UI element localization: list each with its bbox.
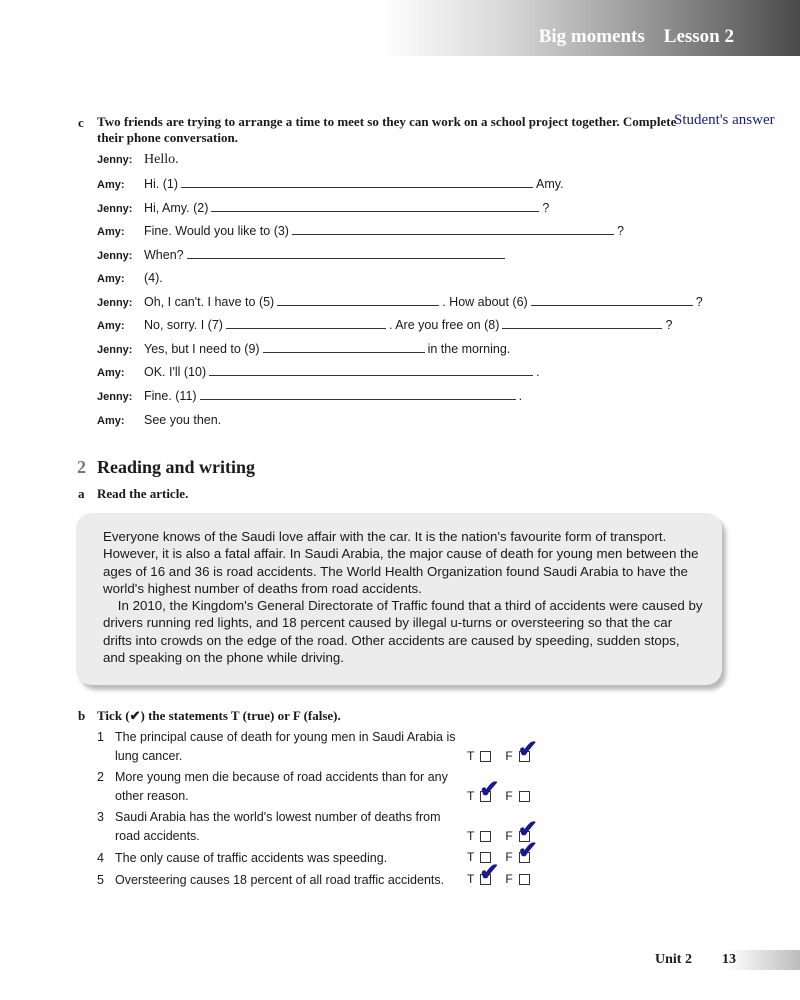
speaker-label: Jenny: [97,203,133,215]
false-label: F [505,829,513,843]
statement-number: 1 [97,730,104,744]
answer-blank[interactable] [211,202,539,212]
page-number: 13 [722,952,736,967]
true-checkbox[interactable] [480,751,491,762]
statement-number: 3 [97,810,104,824]
statement-text: Oversteering causes 18 percent of all road traffic accidents. [115,873,445,887]
lesson-title: Big moments Lesson 2 [538,26,734,47]
exercise-b-label: b [78,708,86,723]
true-label: T [467,789,475,803]
student-answer-label: Student's answer [674,112,775,128]
answer-blank[interactable] [502,319,662,329]
dialogue-line [97,248,508,262]
answer-blank[interactable] [187,249,505,259]
speaker-label: Jenny: [97,250,133,262]
dialogue-text: Hi, Amy. (2) [144,201,209,215]
answer-blank[interactable] [209,366,533,376]
answer-blank[interactable] [200,390,516,400]
article-box [76,513,722,685]
true-checkbox[interactable] [479,775,500,803]
check-mark-icon: ✔ [479,775,500,803]
false-label: F [505,850,513,864]
statement-text: The principal cause of death for young men in Saudi Arabia is lung cancer. [115,730,456,763]
true-checkbox[interactable] [479,858,500,886]
dialogue-text: Oh, I can't. I have to (5) [144,295,275,309]
check-mark-icon: ✔ [517,815,538,843]
speaker-label: Jenny: [97,391,133,403]
article-paragraph: In 2010, the Kingdom's General Directorate of Traffic found that a third of accidents were caused by drivers running red lights, and 18 percent caused by illegal u-turns or oversteering so that the car drifts into crowds on the edge of the road. Other accidents are caused by speeding, sudden stops, and speaking on the phone while driving. [103,598,703,666]
true-label: T [467,829,475,843]
dialogue-line [97,271,163,285]
exercise-c-label: c [78,115,84,130]
dialogue-text: No, sorry. I (7) [144,318,223,332]
false-checkbox[interactable] [517,836,538,864]
dialogue-text: ? [542,201,550,215]
statement-number: 5 [97,873,104,887]
article-paragraph: Everyone knows of the Saudi love affair with the car. It is the nation's favourite form of transport. However, it is also a fatal affair. In Saudi Arabia, the major cause of death for young men between the ages of 16 and 36 is road accidents. The World Health Organization found Saudi Arabia to have the world's highest number of deaths from road accidents. [103,529,699,596]
speaker-label: Jenny: [97,297,133,309]
exercise-a-instruction: Read the article. [97,486,189,501]
answer-blank[interactable] [226,319,386,329]
false-label: F [505,872,513,886]
false-checkbox[interactable] [519,791,530,802]
true-false-options [467,735,538,763]
dialogue-text: When? [144,248,184,262]
false-checkbox[interactable] [519,874,530,885]
dialogue-line [97,413,221,427]
dialogue-text: Amy. [536,177,564,191]
speaker-label: Amy: [97,320,125,332]
check-mark-icon: ✔ [517,836,538,864]
speaker-label: Amy: [97,367,125,379]
dialogue-text: Yes, but I need to (9) [144,342,260,356]
statement-number: 4 [97,851,104,865]
statement-text: More young men die because of road accidents than for any other reason. [115,770,448,803]
statement-number: 2 [97,770,104,784]
section-number: 2 [77,457,86,477]
dialogue-line [97,152,179,168]
dialogue-line [97,224,624,238]
dialogue-line [97,342,510,356]
speaker-label: Jenny: [97,154,133,166]
answer-blank[interactable] [263,343,425,353]
dialogue-text: Hello. [144,152,179,167]
false-label: F [505,749,513,763]
speaker-label: Amy: [97,415,125,427]
dialogue-text: Hi. (1) [144,177,179,191]
article-text [103,528,703,666]
section-title: Reading and writing [97,457,256,477]
dialogue-text: in the morning. [427,342,511,356]
dialogue-line [97,318,672,332]
dialogue-line [97,295,703,309]
check-mark-icon: ✔ [517,735,538,763]
page-header [380,0,800,56]
dialogue-text: ? [616,224,624,238]
dialogue-text: . Are you free on (8) [388,318,500,332]
dialogue-line [97,177,564,191]
dialogue-text: (4) [144,271,160,285]
dialogue-text: OK. I'll (10) [144,365,207,379]
speaker-label: Amy: [97,179,125,191]
dialogue-line [97,201,549,215]
dialogue-text: See you then. [144,413,222,427]
dialogue-line [97,365,540,379]
answer-blank[interactable] [277,296,439,306]
answer-blank[interactable] [181,178,533,188]
page-footer [560,950,800,970]
exercise-c-instruction: Two friends are trying to arrange a time to meet so they can work on a school project together. Complete their phone conversation. [97,114,677,145]
true-false-options [467,775,538,803]
speaker-label: Jenny: [97,344,133,356]
dialogue-text: . [536,365,540,379]
true-false-options [467,858,538,886]
dialogue-text: . [159,271,163,285]
true-checkbox[interactable] [480,831,491,842]
true-label: T [467,872,475,886]
speaker-label: Amy: [97,226,125,238]
false-label: F [505,789,513,803]
answer-blank[interactable] [292,225,614,235]
statement-text: Saudi Arabia has the world's lowest number of deaths from road accidents. [115,810,441,843]
false-checkbox[interactable] [517,735,538,763]
speaker-label: Amy: [97,273,125,285]
exercise-a-label: a [78,486,85,501]
exercise-b-instruction: Tick (✔) the statements T (true) or F (false). [97,708,341,723]
dialogue-text: Fine. (11) [144,389,197,403]
check-mark-icon: ✔ [479,858,500,886]
answer-blank[interactable] [531,296,693,306]
dialogue-text: Fine. Would you like to (3) [144,224,289,238]
dialogue-line [97,389,522,403]
dialogue-text: ? [665,318,673,332]
dialogue-text: ? [695,295,703,309]
dialogue-text: . [518,389,523,403]
dialogue-text: . How about (6) [442,295,528,309]
true-label: T [467,850,475,864]
unit-label: Unit 2 [655,952,692,967]
true-label: T [467,749,475,763]
true-false-options [467,836,538,864]
statement-text: The only cause of traffic accidents was speeding. [115,851,388,865]
